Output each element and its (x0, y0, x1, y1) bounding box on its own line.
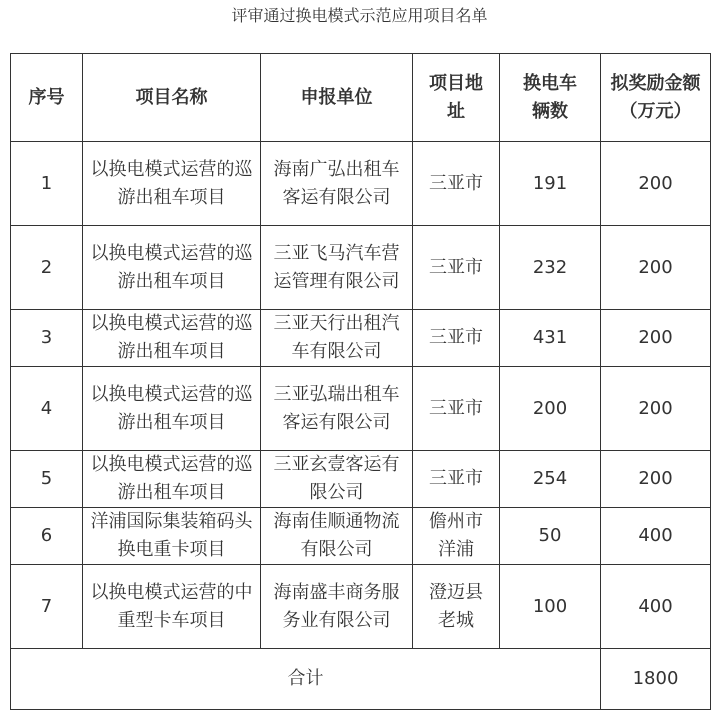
cell-vehicle-count: 100 (500, 565, 601, 649)
cell-vehicle-count: 191 (500, 142, 601, 226)
cell-project-address: 三亚市 (413, 226, 500, 310)
header-award-amount (601, 54, 711, 142)
cell-vehicle-count: 200 (500, 367, 601, 451)
header-project-address-text: 项目地址 (429, 72, 483, 122)
document-title: 评审通过换电模式示范应用项目名单 (231, 6, 488, 25)
cell-applicant-unit-text: 三亚玄壹客运有限公司 (273, 454, 400, 503)
cell-award-amount: 400 (601, 565, 711, 649)
cell-vehicle-count: 232 (500, 226, 601, 310)
cell-project-address (413, 508, 500, 565)
cell-applicant-unit-text: 三亚天行出租汽车有限公司 (273, 313, 400, 362)
cell-project-name (83, 451, 261, 508)
header-project-name-text: 项目名称 (135, 86, 208, 108)
cell-award-amount: 200 (601, 142, 711, 226)
table-row (11, 451, 711, 508)
cell-applicant-unit (261, 565, 413, 649)
header-project-name (83, 54, 261, 142)
cell-vehicle-count: 50 (500, 508, 601, 565)
cell-applicant-unit (261, 451, 413, 508)
total-award-amount: 1800 (601, 649, 711, 710)
cell-applicant-unit-text: 海南佳顺通物流有限公司 (273, 511, 400, 560)
cell-project-address: 三亚市 (413, 142, 500, 226)
table-row (11, 508, 711, 565)
cell-project-address-text: 澄迈县老城 (429, 581, 483, 631)
table-total-row (11, 649, 711, 710)
cell-applicant-unit (261, 142, 413, 226)
cell-project-name (83, 310, 261, 367)
cell-seq: 1 (11, 142, 83, 226)
cell-applicant-unit (261, 367, 413, 451)
table-row (11, 226, 711, 310)
cell-applicant-unit (261, 226, 413, 310)
cell-award-amount: 200 (601, 310, 711, 367)
cell-project-name-text: 以换电模式运营的中重型卡车项目 (90, 581, 253, 631)
cell-seq: 5 (11, 451, 83, 508)
table-row (11, 142, 711, 226)
cell-seq: 6 (11, 508, 83, 565)
header-applicant-unit-text: 申报单位 (300, 86, 373, 108)
cell-seq: 2 (11, 226, 83, 310)
cell-project-name-text: 以换电模式运营的巡游出租车项目 (90, 313, 253, 362)
header-seq-text: 序号 (28, 86, 65, 108)
project-list-table (10, 53, 711, 710)
cell-project-name-text: 以换电模式运营的巡游出租车项目 (90, 158, 253, 208)
cell-applicant-unit-text: 海南盛丰商务服务业有限公司 (273, 581, 400, 631)
total-label: 合计 (11, 649, 601, 710)
header-seq (11, 54, 83, 142)
cell-project-name (83, 565, 261, 649)
cell-award-amount: 200 (601, 451, 711, 508)
cell-award-amount: 200 (601, 367, 711, 451)
cell-project-name-text: 以换电模式运营的巡游出租车项目 (90, 383, 253, 433)
header-project-address (413, 54, 500, 142)
cell-project-address: 三亚市 (413, 310, 500, 367)
cell-applicant-unit-text: 海南广弘出租车客运有限公司 (273, 158, 400, 208)
cell-project-name (83, 367, 261, 451)
cell-project-address: 三亚市 (413, 367, 500, 451)
cell-project-name (83, 142, 261, 226)
cell-project-address: 三亚市 (413, 451, 500, 508)
cell-project-name-text: 以换电模式运营的巡游出租车项目 (90, 242, 253, 292)
header-vehicle-count-text: 换电车辆数 (523, 72, 577, 122)
cell-applicant-unit-text: 三亚弘瑞出租车客运有限公司 (273, 383, 400, 433)
cell-project-name-text: 以换电模式运营的巡游出租车项目 (90, 454, 253, 503)
cell-applicant-unit (261, 508, 413, 565)
cell-vehicle-count: 254 (500, 451, 601, 508)
cell-project-name (83, 226, 261, 310)
table-row (11, 565, 711, 649)
table-row (11, 367, 711, 451)
cell-project-name-text: 洋浦国际集装箱码头换电重卡项目 (90, 511, 253, 560)
header-vehicle-count (500, 54, 601, 142)
cell-project-address-text: 儋州市洋浦 (429, 511, 483, 560)
cell-applicant-unit (261, 310, 413, 367)
cell-project-address (413, 565, 500, 649)
cell-applicant-unit-text: 三亚飞马汽车营运管理有限公司 (273, 242, 400, 292)
cell-seq: 3 (11, 310, 83, 367)
cell-award-amount: 400 (601, 508, 711, 565)
table-row (11, 310, 711, 367)
cell-award-amount: 200 (601, 226, 711, 310)
cell-seq: 4 (11, 367, 83, 451)
cell-vehicle-count: 431 (500, 310, 601, 367)
header-applicant-unit (261, 54, 413, 142)
header-award-amount-text: 拟奖励金额（万元） (610, 72, 701, 122)
cell-project-name (83, 508, 261, 565)
cell-seq: 7 (11, 565, 83, 649)
table-header-row (11, 54, 711, 142)
